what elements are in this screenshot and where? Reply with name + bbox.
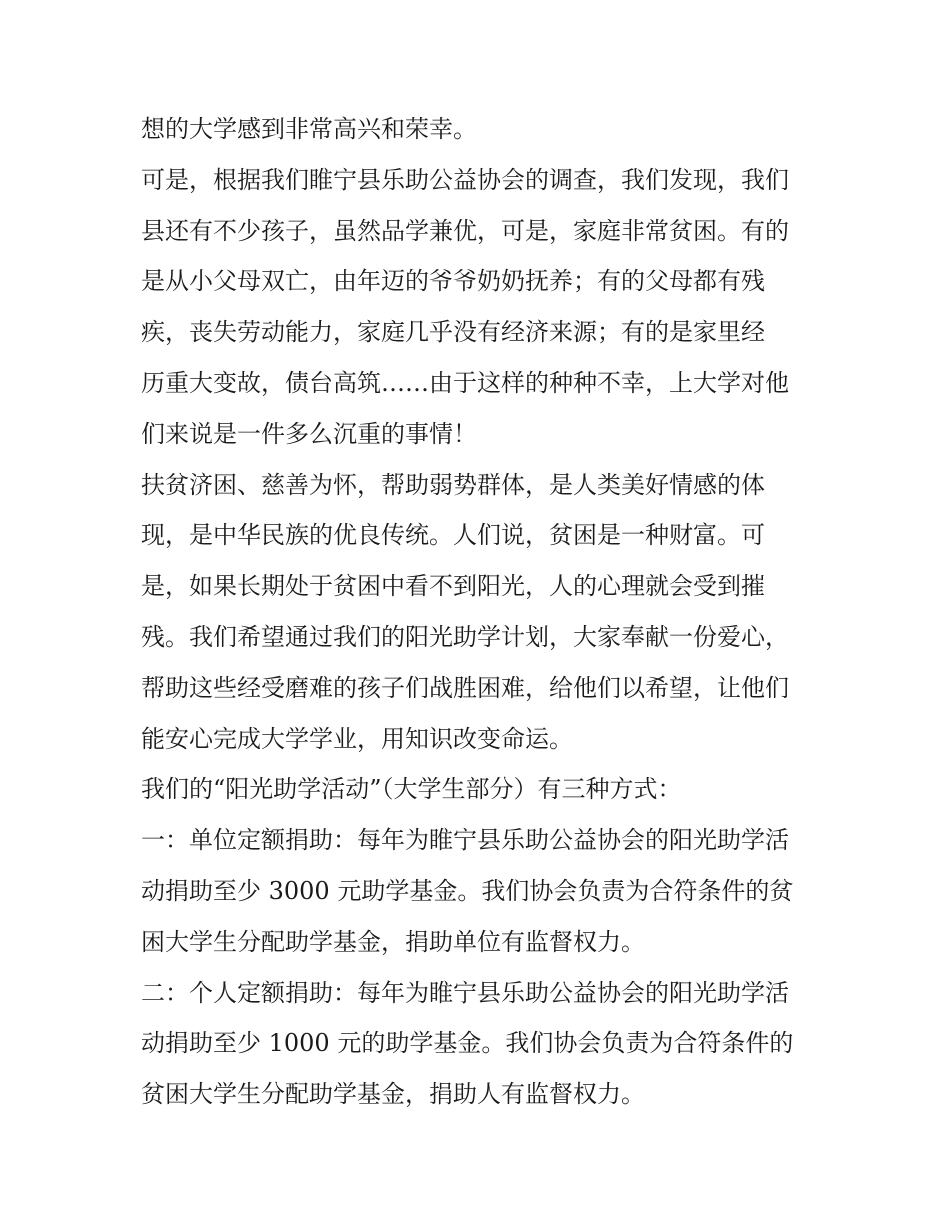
text-line: 历重大变故，债台高筑……由于这样的种种不幸，上大学对他 [141, 368, 789, 397]
text-line: 残。我们希望通过我们的阳光助学计划，大家奉献一份爱心， [141, 622, 789, 651]
text-line: 们来说是一件多么沉重的事情！ [141, 419, 477, 448]
text-line: 动捐助至少 1000 元的助学基金。我们协会负责为合符条件的 [141, 1029, 794, 1058]
text-line: 疾，丧失劳动能力，家庭几乎没有经济来源；有的是家里经 [141, 318, 765, 347]
body-text [141, 104, 813, 1120]
text-line: 帮助这些经受磨难的孩子们战胜困难，给他们以希望，让他们 [141, 673, 789, 702]
text-line: 是从小父母双亡，由年迈的爷爷奶奶抚养；有的父母都有残 [141, 267, 765, 296]
text-line: 困大学生分配助学基金，捐助单位有监督权力。 [141, 927, 645, 956]
text-line: 二：个人定额捐助：每年为睢宁县乐助公益协会的阳光助学活 [141, 978, 789, 1007]
text-line: 是，如果长期处于贫困中看不到阳光，人的心理就会受到摧 [141, 572, 765, 601]
text-line: 我们的“阳光助学活动”（大学生部分）有三种方式： [141, 775, 682, 804]
text-line: 贫困大学生分配助学基金，捐助人有监督权力。 [141, 1080, 645, 1109]
text-line: 能安心完成大学学业，用知识改变命运。 [141, 724, 573, 753]
text-line: 县还有不少孩子，虽然品学兼优，可是，家庭非常贫困。有的 [141, 216, 789, 245]
text-line: 一：单位定额捐助：每年为睢宁县乐助公益协会的阳光助学活 [141, 826, 789, 855]
text-line: 动捐助至少 3000 元助学基金。我们协会负责为合符条件的贫 [141, 876, 794, 905]
text-line: 扶贫济困、慈善为怀，帮助弱势群体，是人类美好情感的体 [141, 470, 765, 499]
text-line: 现，是中华民族的优良传统。人们说，贫困是一种财富。可 [141, 521, 765, 550]
text-line: 可是，根据我们睢宁县乐助公益协会的调查，我们发现，我们 [141, 165, 789, 194]
text-line: 想的大学感到非常高兴和荣幸。 [141, 115, 477, 143]
